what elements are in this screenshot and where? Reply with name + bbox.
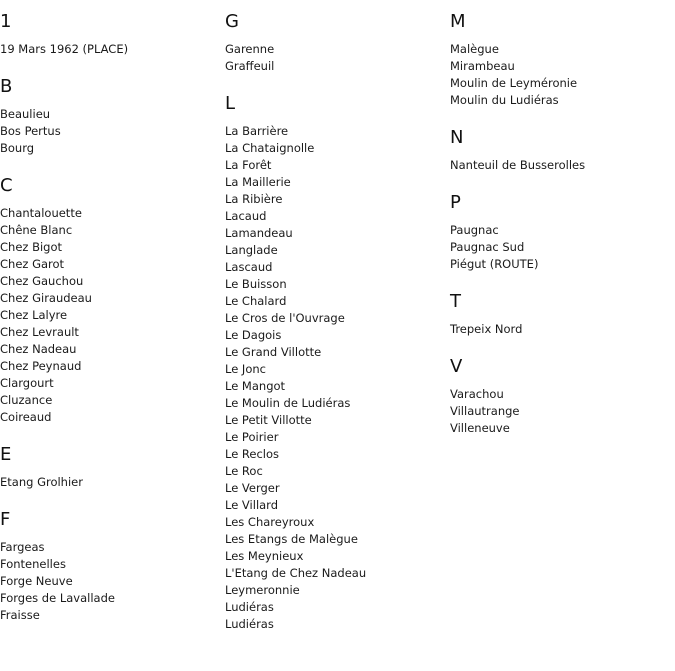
place-list-item[interactable]: Forge Neuve [0,574,73,588]
section-letter-heading: C [0,175,13,196]
section-letter-heading: L [225,93,236,114]
place-list [450,157,675,174]
letter-section [0,175,225,426]
place-list-item[interactable]: Le Chalard [225,294,287,308]
place-list-item[interactable]: Trepeix Nord [450,322,523,336]
letter-section [450,192,675,273]
place-list-item[interactable]: Chez Gauchou [0,274,84,288]
place-list-item[interactable]: Le Buisson [225,277,287,291]
letter-section [225,11,450,75]
place-list-item[interactable]: Clargourt [0,376,54,390]
place-list-item[interactable]: L'Etang de Chez Nadeau [225,566,367,580]
place-list-item[interactable]: Fargeas [0,540,45,554]
place-list-item[interactable]: Les Chareyroux [225,515,315,529]
place-list-item[interactable]: Le Mangot [225,379,286,393]
index-column [225,11,450,651]
letter-section [225,93,450,633]
place-list-item[interactable]: Chez Lalyre [0,308,68,322]
place-list-item[interactable]: Piégut (ROUTE) [450,257,539,271]
place-list-item[interactable]: Lascaud [225,260,273,274]
letter-section [0,444,225,491]
place-list [0,474,225,491]
place-list-item[interactable]: Fraisse [0,608,40,622]
place-list-item[interactable]: Le Reclos [225,447,280,461]
section-letter-heading: G [225,11,239,32]
place-list-item[interactable]: 19 Mars 1962 (PLACE) [0,42,129,56]
place-list-item[interactable]: Chez Garot [0,257,65,271]
section-letter-heading: B [0,76,13,97]
place-list-item[interactable]: Malègue [450,42,499,56]
place-list-item[interactable]: Graffeuil [225,59,275,73]
letter-section [0,11,225,58]
place-list-item[interactable]: Ludiéras [225,617,274,631]
place-list-item[interactable]: Le Roc [225,464,263,478]
place-list-item[interactable]: Lamandeau [225,226,293,240]
place-list-item[interactable]: Nanteuil de Busserolles [450,158,586,172]
place-list [225,123,450,633]
place-list [450,41,675,109]
place-list [450,222,675,273]
place-list-item[interactable]: Le Jonc [225,362,266,376]
place-list-item[interactable]: Leymeronnie [225,583,300,597]
section-letter-heading: V [450,356,463,377]
place-list-item[interactable]: Chez Bigot [0,240,63,254]
letter-section [450,356,675,437]
place-list-item[interactable]: Moulin de Leyméronie [450,76,578,90]
place-list-item[interactable]: Villautrange [450,404,520,418]
place-list [225,41,450,75]
place-list-item[interactable]: Le Moulin de Ludiéras [225,396,351,410]
place-list-item[interactable]: Le Dagois [225,328,282,342]
place-list-item[interactable]: La Barrière [225,124,289,138]
place-list-item[interactable]: Etang Grolhier [0,475,83,489]
letter-section [450,11,675,109]
place-list-item[interactable]: La Forêt [225,158,272,172]
place-list-item[interactable]: Chez Giraudeau [0,291,92,305]
place-list-item[interactable]: Le Petit Villotte [225,413,312,427]
index-column [450,11,675,455]
letter-section [0,76,225,157]
place-list-item[interactable]: Villeneuve [450,421,510,435]
place-list-item[interactable]: Langlade [225,243,278,257]
place-list-item[interactable]: Paugnac [450,223,499,237]
section-letter-heading: F [0,509,11,530]
place-list-item[interactable]: Chez Peynaud [0,359,82,373]
section-letter-heading: T [450,291,461,312]
place-list-item[interactable]: Chêne Blanc [0,223,73,237]
place-list-item[interactable]: La Maillerie [225,175,291,189]
place-list [0,205,225,426]
place-list-item[interactable]: Varachou [450,387,504,401]
letter-section [450,127,675,174]
place-list-item[interactable]: Chez Nadeau [0,342,77,356]
place-list-item[interactable]: Moulin du Ludiéras [450,93,559,107]
place-list [450,386,675,437]
letter-section [450,291,675,338]
place-list [0,41,225,58]
place-list-item[interactable]: Paugnac Sud [450,240,525,254]
place-list-item[interactable]: Beaulieu [0,107,51,121]
place-list-item[interactable]: Chez Levrault [0,325,79,339]
section-letter-heading: E [0,444,12,465]
place-list-item[interactable]: Le Verger [225,481,280,495]
section-letter-heading: 1 [0,11,12,32]
place-list-item[interactable]: Mirambeau [450,59,515,73]
place-list-item[interactable]: Garenne [225,42,275,56]
letter-section [0,509,225,624]
place-list-item[interactable]: Bourg [0,141,35,155]
place-list-item[interactable]: Ludiéras [225,600,274,614]
place-list-item[interactable]: Coireaud [0,410,52,424]
place-list-item[interactable]: Fontenelles [0,557,66,571]
place-list-item[interactable]: Le Cros de l'Ouvrage [225,311,345,325]
place-list-item[interactable]: Le Grand Villotte [225,345,322,359]
place-list-item[interactable]: Les Meynieux [225,549,304,563]
place-list-item[interactable]: Les Etangs de Malègue [225,532,358,546]
place-list [450,321,675,338]
section-letter-heading: N [450,127,464,148]
place-list [0,539,225,624]
section-letter-heading: P [450,192,461,213]
place-list-item[interactable]: Le Poirier [225,430,279,444]
place-list [0,106,225,157]
place-list-item[interactable]: Bos Pertus [0,124,61,138]
place-list-item[interactable]: Cluzance [0,393,53,407]
section-letter-heading: M [450,11,466,32]
place-list-item[interactable]: La Chataignolle [225,141,315,155]
place-list-item[interactable]: Le Villard [225,498,279,512]
place-list-item[interactable]: Lacaud [225,209,267,223]
place-list-item[interactable]: Forges de Lavallade [0,591,115,605]
index-column [0,11,225,642]
place-list-item[interactable]: Chantalouette [0,206,82,220]
place-list-item[interactable]: La Ribière [225,192,283,206]
